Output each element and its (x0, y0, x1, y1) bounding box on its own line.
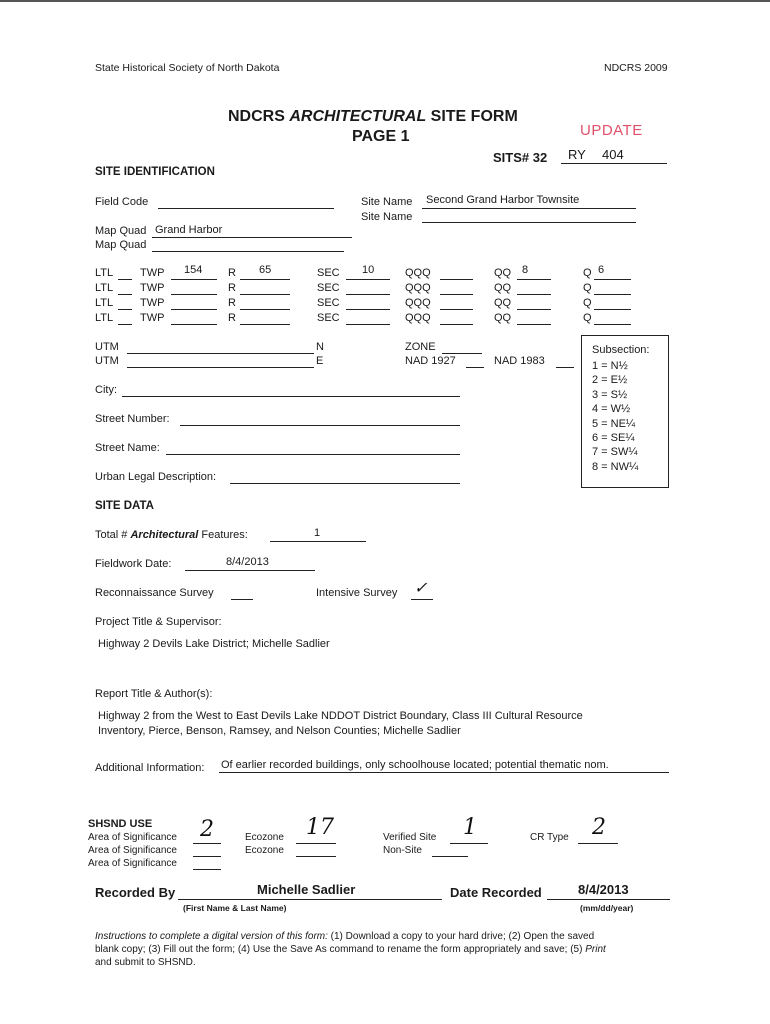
r-label: R (228, 282, 236, 294)
utm-label: UTM (95, 341, 119, 353)
subsection-title: Subsection: (592, 344, 650, 356)
ecozone2-field[interactable] (296, 856, 336, 857)
site-name-value: Second Grand Harbor Townsite (426, 194, 580, 206)
qq-label: QQ (494, 282, 512, 294)
subsection-box (581, 335, 669, 488)
ltl-label: LTL (95, 267, 114, 279)
qqq-field[interactable] (440, 279, 473, 280)
street-name-field[interactable] (166, 454, 460, 455)
sec-field[interactable] (346, 279, 390, 280)
sits-label: SITS# 32 (493, 150, 548, 165)
subsection-list (592, 359, 638, 474)
utm-label-2: UTM (95, 355, 119, 367)
total-prefix: Total # (95, 529, 131, 541)
report-title-value-1: Highway 2 from the West to East Devils Lake NDDOT District Boundary, Class III Cultural Resource (98, 710, 583, 722)
ecozone1-field[interactable] (296, 843, 336, 844)
qq-field[interactable] (517, 309, 551, 310)
ltl-field[interactable] (118, 279, 132, 280)
r-value: 65 (259, 264, 272, 276)
map-quad2-label: Map Quad (95, 239, 147, 251)
site-identification-heading: SITE IDENTIFICATION (95, 166, 215, 178)
field-code-label: Field Code (95, 196, 149, 208)
sec-label: SEC (317, 312, 340, 324)
city-label: City: (95, 384, 117, 396)
verified-site-field[interactable] (450, 843, 488, 844)
fieldwork-date-field[interactable] (185, 570, 315, 571)
project-title-label: Project Title & Supervisor: (95, 616, 222, 628)
site-name-label: Site Name (361, 196, 413, 208)
q-label: Q (583, 282, 592, 294)
utm-n-label: N (316, 341, 324, 353)
qqq-field[interactable] (440, 324, 473, 325)
report-title-value-2: Inventory, Pierce, Benson, Ramsey, and Nelson Counties; Michelle Sadlier (98, 725, 461, 737)
title-italic: ARCHITECTURAL (289, 108, 427, 125)
non-site-field[interactable] (432, 856, 468, 857)
field-code-field[interactable] (158, 208, 334, 209)
site-name2-field[interactable] (422, 222, 636, 223)
fieldwork-date-label: Fieldwork Date: (95, 558, 172, 570)
ecozone1-value: 17 (306, 815, 334, 840)
additional-info-field[interactable] (219, 772, 669, 773)
aos1-label: Area of Significance (88, 832, 177, 843)
intensive-survey-field[interactable] (411, 599, 433, 600)
instructions-rest: (1) Download a copy to your hard drive; (2) Open the saved (327, 931, 595, 942)
map-quad2-field[interactable] (152, 251, 344, 252)
map-quad-value: Grand Harbor (155, 224, 223, 236)
site-data-heading: SITE DATA (95, 500, 154, 512)
date-recorded-field[interactable] (547, 899, 670, 900)
utm-e-field[interactable] (127, 367, 314, 368)
subsection-item: 8 = NW¼ (592, 460, 639, 473)
qq-label: QQ (494, 312, 512, 324)
subsection-item: 3 = S½ (592, 388, 628, 401)
date-recorded-value: 8/4/2013 (578, 882, 629, 897)
additional-info-value: Of earlier recorded buildings, only schoolhouse located; potential thematic nom. (221, 759, 609, 771)
r-field[interactable] (240, 324, 290, 325)
instructions-line-3: and submit to SHSND. (95, 957, 196, 968)
twp-label: TWP (140, 267, 165, 279)
sec-field[interactable] (346, 324, 390, 325)
ecozone1-label: Ecozone (245, 832, 284, 843)
sec-field[interactable] (346, 294, 390, 295)
non-site-label: Non-Site (383, 845, 422, 856)
instructions-line-1 (95, 931, 594, 942)
update-stamp: UPDATE (580, 122, 643, 139)
q-field[interactable] (594, 279, 631, 280)
qqq-field[interactable] (440, 294, 473, 295)
instructions-line2-text: blank copy; (3) Fill out the form; (4) Use the Save As command to rename the form appropriately and save; (5) (95, 944, 586, 955)
qq-field[interactable] (517, 279, 551, 280)
subsection-item: 5 = NE¼ (592, 417, 636, 430)
sec-field[interactable] (346, 309, 390, 310)
intensive-checkmark: ✓ (414, 578, 428, 597)
ecozone2-label: Ecozone (245, 845, 284, 856)
ltl-field[interactable] (118, 324, 132, 325)
shsnd-use-heading: SHSND USE (88, 818, 153, 830)
ltl-label: LTL (95, 297, 114, 309)
nad1983-label: NAD 1983 (494, 355, 545, 367)
intensive-survey-label: Intensive Survey (316, 587, 398, 599)
sec-label: SEC (317, 297, 340, 309)
cr-type-value: 2 (592, 815, 606, 840)
qq-label: QQ (494, 297, 512, 309)
form-page: PAGE 1 (352, 128, 410, 145)
qq-value: 8 (522, 264, 529, 276)
q-field[interactable] (594, 324, 631, 325)
street-name-label: Street Name: (95, 442, 160, 454)
qqq-field[interactable] (440, 309, 473, 310)
recorded-by-label: Recorded By (95, 885, 176, 900)
cr-type-label: CR Type (530, 832, 569, 843)
nad1927-field[interactable] (466, 367, 484, 368)
recorded-by-sublabel: (First Name & Last Name) (183, 903, 287, 913)
aos1-field[interactable] (193, 843, 221, 844)
recon-survey-label: Reconnaissance Survey (95, 587, 214, 599)
r-field[interactable] (240, 309, 290, 310)
verified-site-label: Verified Site (383, 832, 437, 843)
map-quad-label: Map Quad (95, 225, 147, 237)
site-name-field[interactable] (422, 208, 636, 209)
qqq-label: QQQ (405, 312, 431, 324)
subsection-item: 2 = E½ (592, 374, 628, 387)
form-title (228, 108, 518, 126)
subsection-item: 6 = SE¼ (592, 432, 635, 445)
recon-survey-field[interactable] (231, 599, 253, 600)
twp-label: TWP (140, 312, 165, 324)
r-label: R (228, 267, 236, 279)
title-suffix: SITE FORM (426, 108, 518, 125)
r-field[interactable] (240, 279, 290, 280)
aos3-field[interactable] (193, 869, 221, 870)
total-italic: Architectural (130, 529, 199, 541)
recorded-by-value: Michelle Sadlier (257, 882, 356, 897)
map-quad-field[interactable] (152, 237, 352, 238)
ltl-field[interactable] (118, 294, 132, 295)
sits-county: RY (568, 147, 586, 162)
ltl-label: LTL (95, 312, 114, 324)
ltl-field[interactable] (118, 309, 132, 310)
utm-e-label: E (316, 355, 324, 367)
sec-label: SEC (317, 267, 340, 279)
instructions-italic: Instructions to complete a digital version of this form: (95, 931, 328, 942)
subsection-item: 7 = SW¼ (592, 446, 638, 459)
sits-underline (561, 163, 667, 164)
q-label: Q (583, 312, 592, 324)
sec-label: SEC (317, 282, 340, 294)
sits-number: 404 (602, 147, 624, 162)
site-name2-label: Site Name (361, 211, 413, 223)
additional-info-label: Additional Information: (95, 762, 205, 774)
city-field[interactable] (122, 396, 460, 397)
zone-label: ZONE (405, 341, 436, 353)
total-features-label (95, 529, 248, 541)
project-title-value: Highway 2 Devils Lake District; Michelle Sadlier (98, 638, 330, 650)
instructions-line-2 (95, 944, 606, 955)
report-title-label: Report Title & Author(s): (95, 688, 213, 700)
title-prefix: NDCRS (228, 108, 290, 125)
q-field[interactable] (594, 309, 631, 310)
ltl-label: LTL (95, 282, 114, 294)
qqq-label: QQQ (405, 297, 431, 309)
page-top-edge (0, 0, 770, 2)
r-field[interactable] (240, 294, 290, 295)
street-number-label: Street Number: (95, 413, 170, 425)
header-right: NDCRS 2009 (604, 62, 668, 74)
cr-type-field[interactable] (578, 843, 618, 844)
aos3-label: Area of Significance (88, 858, 177, 869)
header-left: State Historical Society of North Dakota (95, 62, 280, 74)
instructions-print: Print (585, 944, 606, 955)
zone-field[interactable] (442, 353, 482, 354)
nad1927-label: NAD 1927 (405, 355, 456, 367)
twp-field[interactable] (171, 324, 217, 325)
qqq-label: QQQ (405, 282, 431, 294)
twp-field[interactable] (171, 309, 217, 310)
aos2-field[interactable] (193, 856, 221, 857)
sec-value: 10 (362, 264, 375, 276)
aos2-label: Area of Significance (88, 845, 177, 856)
qq-label: QQ (494, 267, 512, 279)
q-label: Q (583, 267, 592, 279)
q-value: 6 (598, 264, 605, 276)
utm-n-field[interactable] (127, 353, 314, 354)
r-label: R (228, 312, 236, 324)
urban-legal-label: Urban Legal Description: (95, 471, 217, 483)
qqq-label: QQQ (405, 267, 431, 279)
qq-field[interactable] (517, 294, 551, 295)
date-recorded-sublabel: (mm/dd/year) (580, 903, 634, 913)
street-number-field[interactable] (180, 425, 460, 426)
twp-field[interactable] (171, 279, 217, 280)
twp-value: 154 (184, 264, 203, 276)
twp-label: TWP (140, 297, 165, 309)
q-label: Q (583, 297, 592, 309)
r-label: R (228, 297, 236, 309)
total-suffix: Features: (198, 529, 248, 541)
subsection-item: 4 = W½ (592, 403, 631, 416)
fieldwork-date-value: 8/4/2013 (226, 556, 269, 568)
nad1983-field[interactable] (556, 367, 574, 368)
twp-field[interactable] (171, 294, 217, 295)
verified-site-value: 1 (463, 815, 477, 840)
urban-legal-field[interactable] (230, 483, 460, 484)
qq-field[interactable] (517, 324, 551, 325)
aos1-value: 2 (200, 817, 214, 842)
total-features-field[interactable] (270, 541, 366, 542)
total-features-value: 1 (314, 527, 321, 539)
subsection-item: 1 = N½ (592, 360, 628, 372)
twp-label: TWP (140, 282, 165, 294)
recorded-by-field[interactable] (178, 899, 442, 900)
date-recorded-label: Date Recorded (450, 885, 542, 900)
q-field[interactable] (594, 294, 631, 295)
